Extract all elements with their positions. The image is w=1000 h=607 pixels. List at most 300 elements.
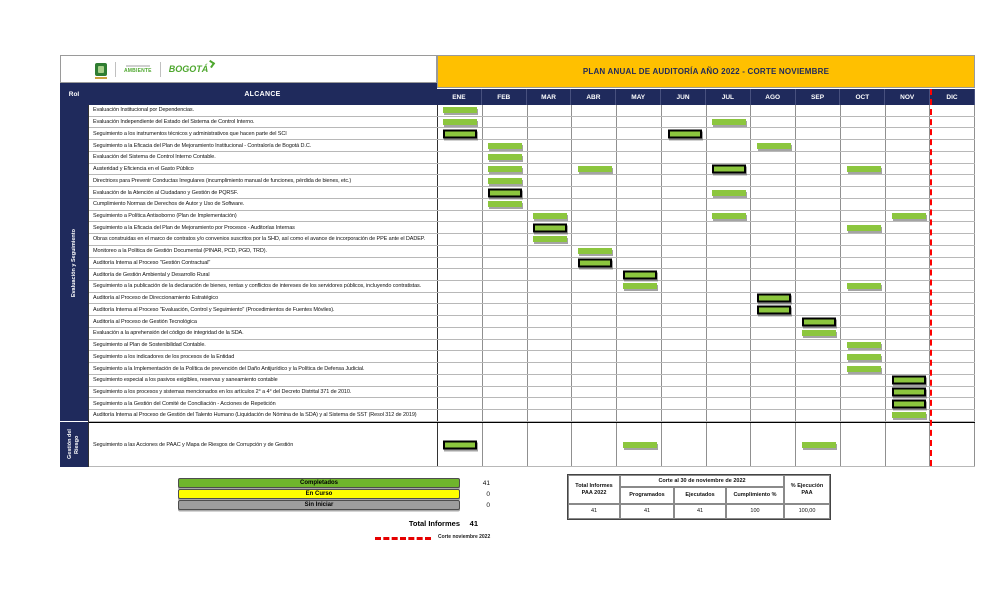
month-cell-mar: [528, 105, 573, 116]
logo-divider: [160, 62, 161, 77]
month-cell-ene: [438, 316, 483, 327]
gantt-bar-feb: [488, 178, 522, 184]
gantt-bar-may: [623, 283, 657, 289]
month-cell-ago: [751, 351, 796, 362]
ambiente-logo-topline: [126, 65, 150, 67]
month-cell-may: [617, 398, 662, 409]
month-cell-oct: [841, 105, 886, 116]
month-cell-sep: [796, 128, 841, 139]
month-cell-jun: [662, 410, 707, 421]
month-cell-jun: [662, 328, 707, 339]
month-header-ene: ENE: [437, 89, 482, 105]
month-cell-ene: [438, 222, 483, 233]
month-cell-feb: [483, 222, 528, 233]
month-cell-ago: [751, 410, 796, 421]
row-label: Directrices para Prevenir Conductas Irregulares (incumplimiento manual de funciones, pérdida de bienes, etc.): [89, 175, 438, 186]
month-cell-dic: [930, 211, 975, 222]
month-cell-ago: [751, 234, 796, 245]
ambiente-logo: [124, 65, 152, 74]
month-cell-mar: [528, 187, 573, 198]
row-months: [438, 258, 975, 269]
gantt-bar-feb: [488, 201, 522, 207]
month-cell-nov: [886, 340, 931, 351]
month-cell-jul: [707, 234, 752, 245]
summary-ejecutados-header: Ejecutados: [674, 487, 726, 504]
month-cell-may: [617, 351, 662, 362]
bogota-leaf-icon: [207, 60, 215, 68]
gantt-bar-feb: [488, 143, 522, 149]
month-cell-sep: [796, 152, 841, 163]
gantt-bar-sep: [802, 442, 836, 448]
gantt-bar-oct: [847, 354, 881, 360]
month-cell-dic: [930, 304, 975, 315]
month-cell-sep: [796, 398, 841, 409]
gantt-bar-feb: [488, 154, 522, 160]
month-cell-jul: [707, 410, 752, 421]
gantt-bar-abr: [578, 166, 612, 172]
month-cell-nov: [886, 187, 931, 198]
month-cell-oct: [841, 199, 886, 210]
month-cell-abr: [572, 128, 617, 139]
rol-column-header: Rol: [60, 83, 88, 105]
month-cell-jun: [662, 140, 707, 151]
month-cell-sep: [796, 164, 841, 175]
cutoff-legend-label: Corte noviembre 2022: [438, 534, 491, 540]
month-cell-ago: [751, 328, 796, 339]
month-cell-may: [617, 363, 662, 374]
month-cell-mar: [528, 410, 573, 421]
month-cell-abr: [572, 293, 617, 304]
month-cell-ene: [438, 246, 483, 257]
month-cell-jun: [662, 199, 707, 210]
month-cell-mar: [528, 316, 573, 327]
gantt-body: [60, 105, 975, 467]
month-cell-jul: [707, 387, 752, 398]
month-cell-mar: [528, 128, 573, 139]
month-cell-ene: [438, 164, 483, 175]
row-months: [438, 281, 975, 292]
month-cell-oct: [841, 140, 886, 151]
crest-base: [95, 77, 107, 79]
month-cell-dic: [930, 316, 975, 327]
month-cell-abr: [572, 187, 617, 198]
summary-ejecucion-value: 100,00: [784, 504, 830, 519]
month-cell-nov: [886, 152, 931, 163]
row-label: Seguimiento a la publicación de la declaración de bienes, rentas y conflictos de intereses de los servidores públicos, incluyendo contratistas.: [89, 281, 438, 292]
month-cell-sep: [796, 187, 841, 198]
month-cell-jul: [707, 363, 752, 374]
row-label: Auditoría de Gestión Ambiental y Desarrollo Rural: [89, 269, 438, 280]
month-cell-nov: [886, 304, 931, 315]
month-header-jun: JUN: [661, 89, 706, 105]
month-cell-mar: [528, 340, 573, 351]
month-cell-ago: [751, 269, 796, 280]
month-cell-may: [617, 175, 662, 186]
month-cell-mar: [528, 293, 573, 304]
table-row: [89, 281, 975, 293]
month-cell-ago: [751, 117, 796, 128]
month-cell-mar: [528, 164, 573, 175]
gantt-bar-feb: [488, 166, 522, 172]
month-cell-feb: [483, 375, 528, 386]
cutoff-dashed-line: [930, 89, 932, 466]
gantt-bar-ago: [757, 305, 791, 314]
gantt-bar-sep: [802, 317, 836, 326]
gantt-bar-nov: [892, 376, 926, 385]
month-cell-sep: [796, 387, 841, 398]
row-label: Cumplimiento Normas de Derechos de Autor y Uso de Software.: [89, 199, 438, 210]
month-cell-feb: [483, 363, 528, 374]
status-legend: [178, 478, 490, 511]
month-cell-abr: [572, 211, 617, 222]
month-cell-jul: [707, 258, 752, 269]
month-cell-ene: [438, 398, 483, 409]
gantt-bar-may: [623, 270, 657, 279]
month-cell-mar: [528, 152, 573, 163]
month-cell-dic: [930, 246, 975, 257]
month-cell-oct: [841, 246, 886, 257]
month-cell-oct: [841, 128, 886, 139]
month-cell-mar: [528, 258, 573, 269]
month-cell-dic: [930, 423, 975, 466]
month-cell-oct: [841, 211, 886, 222]
month-cell-abr: [572, 117, 617, 128]
month-cell-nov: [886, 117, 931, 128]
month-cell-jul: [707, 140, 752, 151]
month-cell-ene: [438, 293, 483, 304]
month-cell-dic: [930, 410, 975, 421]
month-cell-sep: [796, 281, 841, 292]
month-cell-jul: [707, 328, 752, 339]
month-cell-feb: [483, 246, 528, 257]
month-header-feb: FEB: [482, 89, 527, 105]
month-cell-jun: [662, 398, 707, 409]
month-header-oct: OCT: [840, 89, 885, 105]
month-cell-jul: [707, 340, 752, 351]
month-cell-feb: [483, 211, 528, 222]
gantt-bar-abr: [578, 258, 612, 267]
gantt-bar-feb: [488, 188, 522, 197]
month-cell-ene: [438, 211, 483, 222]
month-header-mar: MAR: [527, 89, 572, 105]
month-cell-may: [617, 152, 662, 163]
summary-ejecutados-value: 41: [674, 504, 726, 519]
row-label: Auditoría Interna al Proceso de Gestión del Talento Humano (Liquidación de Nómina de la SDA) y al Sistema de SST (Resol 312 de 2019): [89, 410, 438, 421]
month-cell-sep: [796, 410, 841, 421]
month-cell-sep: [796, 375, 841, 386]
month-cell-jul: [707, 105, 752, 116]
row-months: [438, 234, 975, 245]
month-cell-feb: [483, 128, 528, 139]
month-cell-nov: [886, 258, 931, 269]
month-cell-ago: [751, 211, 796, 222]
row-label: Monitoreo a la Política de Gestión Documental (PINAR, PCD, PGD, TRD).: [89, 246, 438, 257]
row-months: [438, 152, 975, 163]
gantt-bar-nov: [892, 412, 926, 418]
summary-total-header: Total Informes PAA 2022: [568, 475, 620, 504]
legend-bar: En Curso: [178, 489, 460, 499]
month-cell-dic: [930, 105, 975, 116]
gantt-bar-abr: [578, 248, 612, 254]
month-cell-jul: [707, 269, 752, 280]
month-cell-feb: [483, 410, 528, 421]
month-cell-ago: [751, 316, 796, 327]
month-cell-jul: [707, 281, 752, 292]
month-cell-mar: [528, 199, 573, 210]
month-cell-nov: [886, 199, 931, 210]
month-cell-dic: [930, 117, 975, 128]
month-cell-nov: [886, 269, 931, 280]
table-row: [89, 234, 975, 246]
row-months: [438, 351, 975, 362]
cutoff-legend-dash: [375, 537, 431, 540]
month-cell-abr: [572, 375, 617, 386]
month-cell-jul: [707, 423, 752, 466]
month-cell-dic: [930, 140, 975, 151]
month-cell-may: [617, 187, 662, 198]
month-cell-dic: [930, 258, 975, 269]
row-label: Evaluación a la aprehensión del código de integridad de la SDA.: [89, 328, 438, 339]
row-label: Seguimiento al Plan de Sostenibilidad Contable.: [89, 340, 438, 351]
month-cell-abr: [572, 175, 617, 186]
month-cell-dic: [930, 152, 975, 163]
row-label: Evaluación Institucional por Dependencias.: [89, 105, 438, 116]
gantt-bar-ago: [757, 294, 791, 303]
month-cell-sep: [796, 211, 841, 222]
gantt-bar-jul: [712, 119, 746, 125]
month-cell-ene: [438, 351, 483, 362]
month-cell-feb: [483, 234, 528, 245]
summary-ejecucion-header: % Ejecución PAA: [784, 475, 830, 504]
month-cell-sep: [796, 140, 841, 151]
row-months: [438, 340, 975, 351]
audit-plan-sheet: [60, 55, 975, 467]
month-cell-may: [617, 234, 662, 245]
month-cell-abr: [572, 351, 617, 362]
month-cell-jun: [662, 187, 707, 198]
month-cell-abr: [572, 340, 617, 351]
month-cell-mar: [528, 375, 573, 386]
month-cell-ago: [751, 175, 796, 186]
gantt-bar-ene: [443, 119, 477, 125]
month-cell-nov: [886, 316, 931, 327]
month-cell-nov: [886, 164, 931, 175]
ambiente-logo-label: AMBIENTE: [124, 67, 152, 74]
legend-value: 41: [482, 479, 490, 487]
month-cell-ago: [751, 152, 796, 163]
month-cell-dic: [930, 187, 975, 198]
month-cell-mar: [528, 175, 573, 186]
month-cell-jun: [662, 105, 707, 116]
month-cell-dic: [930, 375, 975, 386]
month-cell-sep: [796, 293, 841, 304]
month-cell-abr: [572, 152, 617, 163]
month-cell-abr: [572, 410, 617, 421]
month-cell-oct: [841, 258, 886, 269]
row-label: Seguimiento a la Eficacia del Plan de Mejoramiento Institucional - Contraloría de Bogotá D.C.: [89, 140, 438, 151]
row-label: Seguimiento a la Eficacia del Plan de Mejoramiento por Procesos - Auditorías Internas: [89, 222, 438, 233]
row-months: [438, 128, 975, 139]
month-cell-feb: [483, 316, 528, 327]
month-cell-sep: [796, 117, 841, 128]
gantt-bar-ene: [443, 107, 477, 113]
month-cell-ene: [438, 187, 483, 198]
table-row: [89, 258, 975, 270]
month-cell-jun: [662, 304, 707, 315]
month-cell-oct: [841, 304, 886, 315]
month-cell-sep: [796, 269, 841, 280]
month-cell-abr: [572, 316, 617, 327]
month-cell-ene: [438, 328, 483, 339]
month-cell-may: [617, 410, 662, 421]
month-cell-sep: [796, 105, 841, 116]
month-cell-may: [617, 316, 662, 327]
month-cell-dic: [930, 281, 975, 292]
legend-row-en-curso: [178, 489, 490, 499]
month-cell-dic: [930, 234, 975, 245]
month-cell-jul: [707, 375, 752, 386]
month-cell-feb: [483, 328, 528, 339]
month-cell-abr: [572, 328, 617, 339]
month-cell-may: [617, 304, 662, 315]
month-cell-abr: [572, 423, 617, 466]
month-cell-jul: [707, 304, 752, 315]
month-cell-sep: [796, 234, 841, 245]
row-label: Seguimiento a los procesos y sistemas mencionados en los artículos 2° a 4° del Decreto Distrital 371 de 2010.: [89, 387, 438, 398]
month-cell-dic: [930, 128, 975, 139]
row-months: [438, 246, 975, 257]
gantt-bar-ene: [443, 440, 477, 449]
month-cell-may: [617, 128, 662, 139]
month-cell-oct: [841, 375, 886, 386]
month-cell-oct: [841, 387, 886, 398]
month-cell-dic: [930, 328, 975, 339]
month-cell-mar: [528, 117, 573, 128]
row-label: Auditoría Interna al Proceso "Gestión Contractual": [89, 258, 438, 269]
gantt-bar-mar: [533, 223, 567, 232]
month-cell-mar: [528, 387, 573, 398]
month-cell-oct: [841, 269, 886, 280]
month-cell-oct: [841, 152, 886, 163]
month-cell-nov: [886, 351, 931, 362]
month-cell-jul: [707, 316, 752, 327]
month-cell-mar: [528, 246, 573, 257]
table-row: [89, 199, 975, 211]
row-label: Seguimiento a la Implementación de la Política de prevención del Daño Antijurídico y la Política de Defensa Judicial.: [89, 363, 438, 374]
row-months: [438, 211, 975, 222]
summary-programados-header: Programados: [620, 487, 674, 504]
month-cell-jun: [662, 234, 707, 245]
table-row: [89, 351, 975, 363]
month-cell-may: [617, 258, 662, 269]
month-cell-may: [617, 387, 662, 398]
month-cell-feb: [483, 293, 528, 304]
month-cell-jul: [707, 199, 752, 210]
row-months: [438, 199, 975, 210]
row-label: Austeridad y Eficiencia en el Gasto Público: [89, 164, 438, 175]
month-cell-ene: [438, 234, 483, 245]
bogota-logo: [169, 64, 215, 74]
row-label: Seguimiento a los indicadores de los procesos de la Entidad: [89, 351, 438, 362]
row-label: Seguimiento especial a los pasivos exigibles, reservas y saneamiento contable: [89, 375, 438, 386]
row-label: Auditoría Interna al Proceso "Evaluación, Control y Seguimiento" (Procedimientos de Fuentes Móviles).: [89, 304, 438, 315]
month-cell-mar: [528, 304, 573, 315]
month-cell-oct: [841, 410, 886, 421]
gantt-bar-mar: [533, 213, 567, 219]
table-row: [89, 423, 975, 467]
month-cell-dic: [930, 293, 975, 304]
month-cell-abr: [572, 222, 617, 233]
month-cell-dic: [930, 398, 975, 409]
row-months: [438, 175, 975, 186]
table-row: [89, 164, 975, 176]
month-cell-may: [617, 340, 662, 351]
month-cell-sep: [796, 304, 841, 315]
sda-crest-icon: [95, 63, 107, 76]
month-cell-jun: [662, 175, 707, 186]
month-cell-sep: [796, 363, 841, 374]
month-cell-mar: [528, 351, 573, 362]
month-cell-abr: [572, 269, 617, 280]
month-cell-ago: [751, 423, 796, 466]
month-cell-mar: [528, 423, 573, 466]
total-informes-value: 41: [469, 519, 478, 528]
legend-value: 0: [486, 501, 490, 509]
month-cell-mar: [528, 269, 573, 280]
month-header-dic: DIC: [930, 89, 975, 105]
month-cell-jun: [662, 387, 707, 398]
month-header-abr: ABR: [571, 89, 616, 105]
month-header-nov: NOV: [885, 89, 930, 105]
table-row: [89, 222, 975, 234]
month-cell-nov: [886, 234, 931, 245]
summary-corte-header: Corte al 30 de noviembre de 2022: [620, 475, 784, 487]
month-cell-jun: [662, 164, 707, 175]
month-cell-feb: [483, 258, 528, 269]
gantt-bar-mar: [533, 236, 567, 242]
table-row: [89, 304, 975, 316]
month-cell-nov: [886, 140, 931, 151]
month-header-sep: SEP: [796, 89, 841, 105]
month-cell-jun: [662, 351, 707, 362]
table-row: [89, 246, 975, 258]
section-2: [89, 422, 975, 467]
table-row: [89, 410, 975, 422]
month-cell-feb: [483, 340, 528, 351]
month-cell-sep: [796, 199, 841, 210]
month-cell-jul: [707, 222, 752, 233]
row-months: [438, 375, 975, 386]
gantt-bar-oct: [847, 166, 881, 172]
month-cell-jul: [707, 246, 752, 257]
summary-table: [567, 474, 831, 520]
month-cell-jul: [707, 351, 752, 362]
legend-row-sin-iniciar: [178, 500, 490, 510]
table-row: [89, 316, 975, 328]
month-cell-oct: [841, 187, 886, 198]
summary-cumplimiento-header: Cumplimiento %: [726, 487, 784, 504]
month-cell-jun: [662, 363, 707, 374]
month-cell-feb: [483, 387, 528, 398]
month-cell-ene: [438, 410, 483, 421]
month-cell-dic: [930, 175, 975, 186]
month-cell-jun: [662, 340, 707, 351]
legend-bar: Sin Iniciar: [178, 500, 460, 510]
month-cell-oct: [841, 293, 886, 304]
row-months: [438, 187, 975, 198]
month-cell-may: [617, 246, 662, 257]
month-cell-jul: [707, 293, 752, 304]
